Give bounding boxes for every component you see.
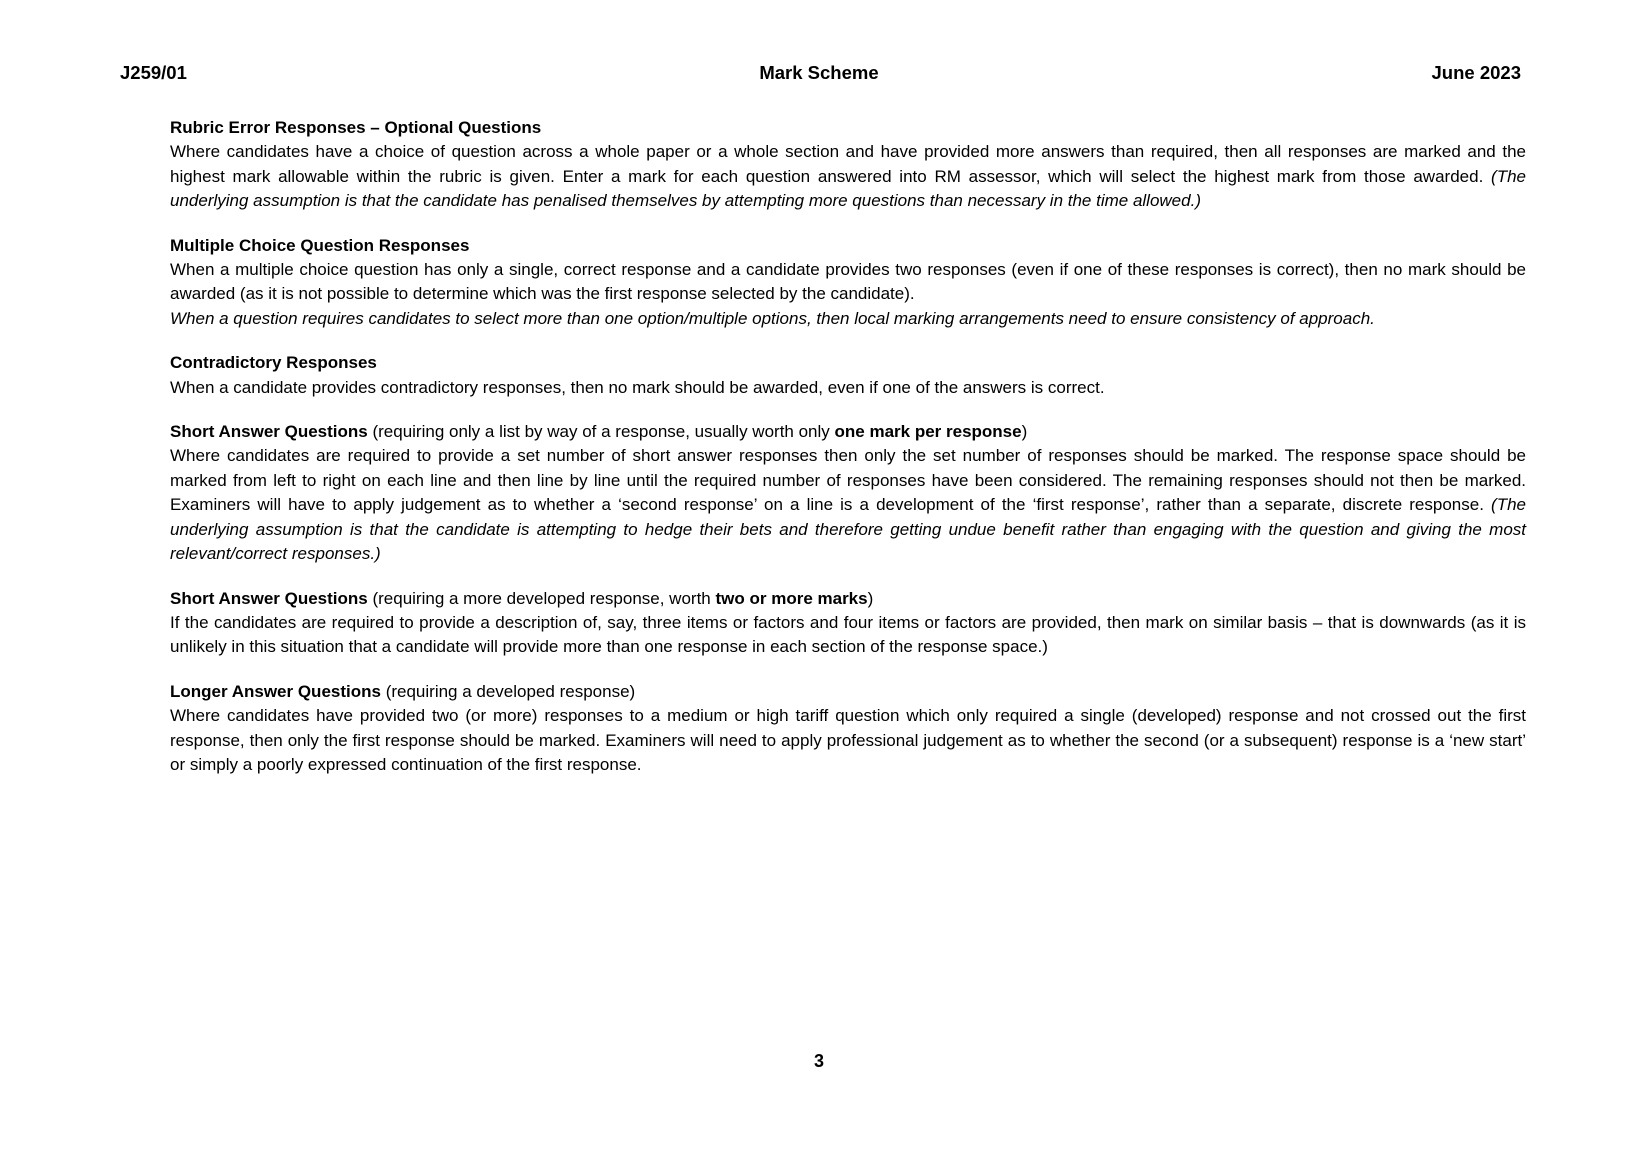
document-section bbox=[170, 420, 1526, 566]
section-paragraph bbox=[170, 611, 1526, 660]
document-section bbox=[170, 116, 1526, 214]
document-section bbox=[170, 587, 1526, 660]
text-run: (The underlying assumption is that the candidate has penalised themselves by attempting more questions than necessary in the time allowed.) bbox=[170, 166, 1526, 211]
text-run: Contradictory Responses bbox=[170, 353, 377, 373]
text-run: ) bbox=[1021, 422, 1028, 442]
section-paragraph bbox=[170, 140, 1526, 213]
text-run: Where candidates have a choice of question across a whole paper or a whole section and have provided more answers than required, then all responses are marked and the highest mark allowable within the rubric is given. Enter a mark for each question answered into RM assessor, which will select the highest mark from those awarded. bbox=[170, 142, 1526, 186]
text-run: two or more marks bbox=[715, 588, 868, 608]
section-paragraph bbox=[170, 307, 1526, 331]
section-heading bbox=[170, 587, 1526, 611]
section-heading bbox=[170, 116, 1526, 140]
text-run: Longer Answer Questions bbox=[170, 681, 381, 701]
section-paragraph bbox=[170, 258, 1526, 307]
text-run: Short Answer Questions bbox=[170, 422, 368, 442]
document-body bbox=[170, 116, 1526, 797]
section-heading bbox=[170, 420, 1526, 444]
text-run: Where candidates are required to provide a set number of short answer responses then only the set number of responses should be marked. The response space should be marked from left to right on each line and then line by line until the required number of responses have been considered. The remaining responses should not then be marked. Examiners will have to apply judgement as to whether a ‘second response’ on a line is a development of the ‘first response’, rather than a separate, discrete response. bbox=[170, 446, 1526, 515]
text-run: When a candidate provides contradictory responses, then no mark should be awarded, even if one of the answers is correct. bbox=[170, 377, 1105, 397]
text-run: If the candidates are required to provide a description of, say, three items or factors and four items or factors are provided, then mark on similar basis – that is downwards (as it is unlikely in this situation that a candidate will provide more than one response in each section of the response space.) bbox=[170, 612, 1526, 657]
text-run: ) bbox=[867, 588, 874, 608]
text-run: Multiple Choice Question Responses bbox=[170, 235, 470, 255]
paper-code: J259/01 bbox=[120, 62, 187, 83]
section-heading bbox=[170, 351, 1526, 375]
document-section bbox=[170, 680, 1526, 778]
text-run: (requiring a more developed response, worth bbox=[367, 588, 716, 608]
section-heading bbox=[170, 234, 1526, 258]
document-section bbox=[170, 234, 1526, 332]
section-paragraph bbox=[170, 444, 1526, 566]
text-run: (The underlying assumption is that the candidate is attempting to hedge their bets and therefore getting undue benefit rather than engaging with the question and giving the most relevant/correct responses.) bbox=[170, 495, 1526, 564]
text-run: Short Answer Questions bbox=[170, 588, 368, 608]
text-run: one mark per response bbox=[834, 422, 1022, 442]
text-run: When a multiple choice question has only a single, correct response and a candidate provides two responses (even if one of these responses is correct), then no mark should be awarded (as it is not possible to determine which was the first response selected by the candidate). bbox=[170, 260, 1526, 304]
page-number: 3 bbox=[813, 1051, 824, 1071]
session-date: June 2023 bbox=[1431, 62, 1521, 83]
section-heading bbox=[170, 680, 1526, 704]
text-run: (requiring only a list by way of a response, usually worth only bbox=[367, 422, 835, 442]
text-run: (requiring a developed response) bbox=[380, 681, 636, 701]
text-run: Rubric Error Responses – Optional Questions bbox=[170, 118, 542, 137]
document-title: Mark Scheme bbox=[759, 62, 879, 83]
document-section bbox=[170, 351, 1526, 400]
section-paragraph bbox=[170, 376, 1526, 400]
section-paragraph bbox=[170, 704, 1526, 777]
text-run: Where candidates have provided two (or more) responses to a medium or high tariff question which only required a single (developed) response and not crossed out the first response, then only the first response should be marked. Examiners will need to apply professional judgement as to whether the second (or a subsequent) response is a ‘new start’ or simply a poorly expressed continuation of the first response. bbox=[170, 706, 1526, 774]
text-run: When a question requires candidates to select more than one option/multiple options, then local marking arrangements need to ensure consistency of approach. bbox=[170, 308, 1375, 328]
